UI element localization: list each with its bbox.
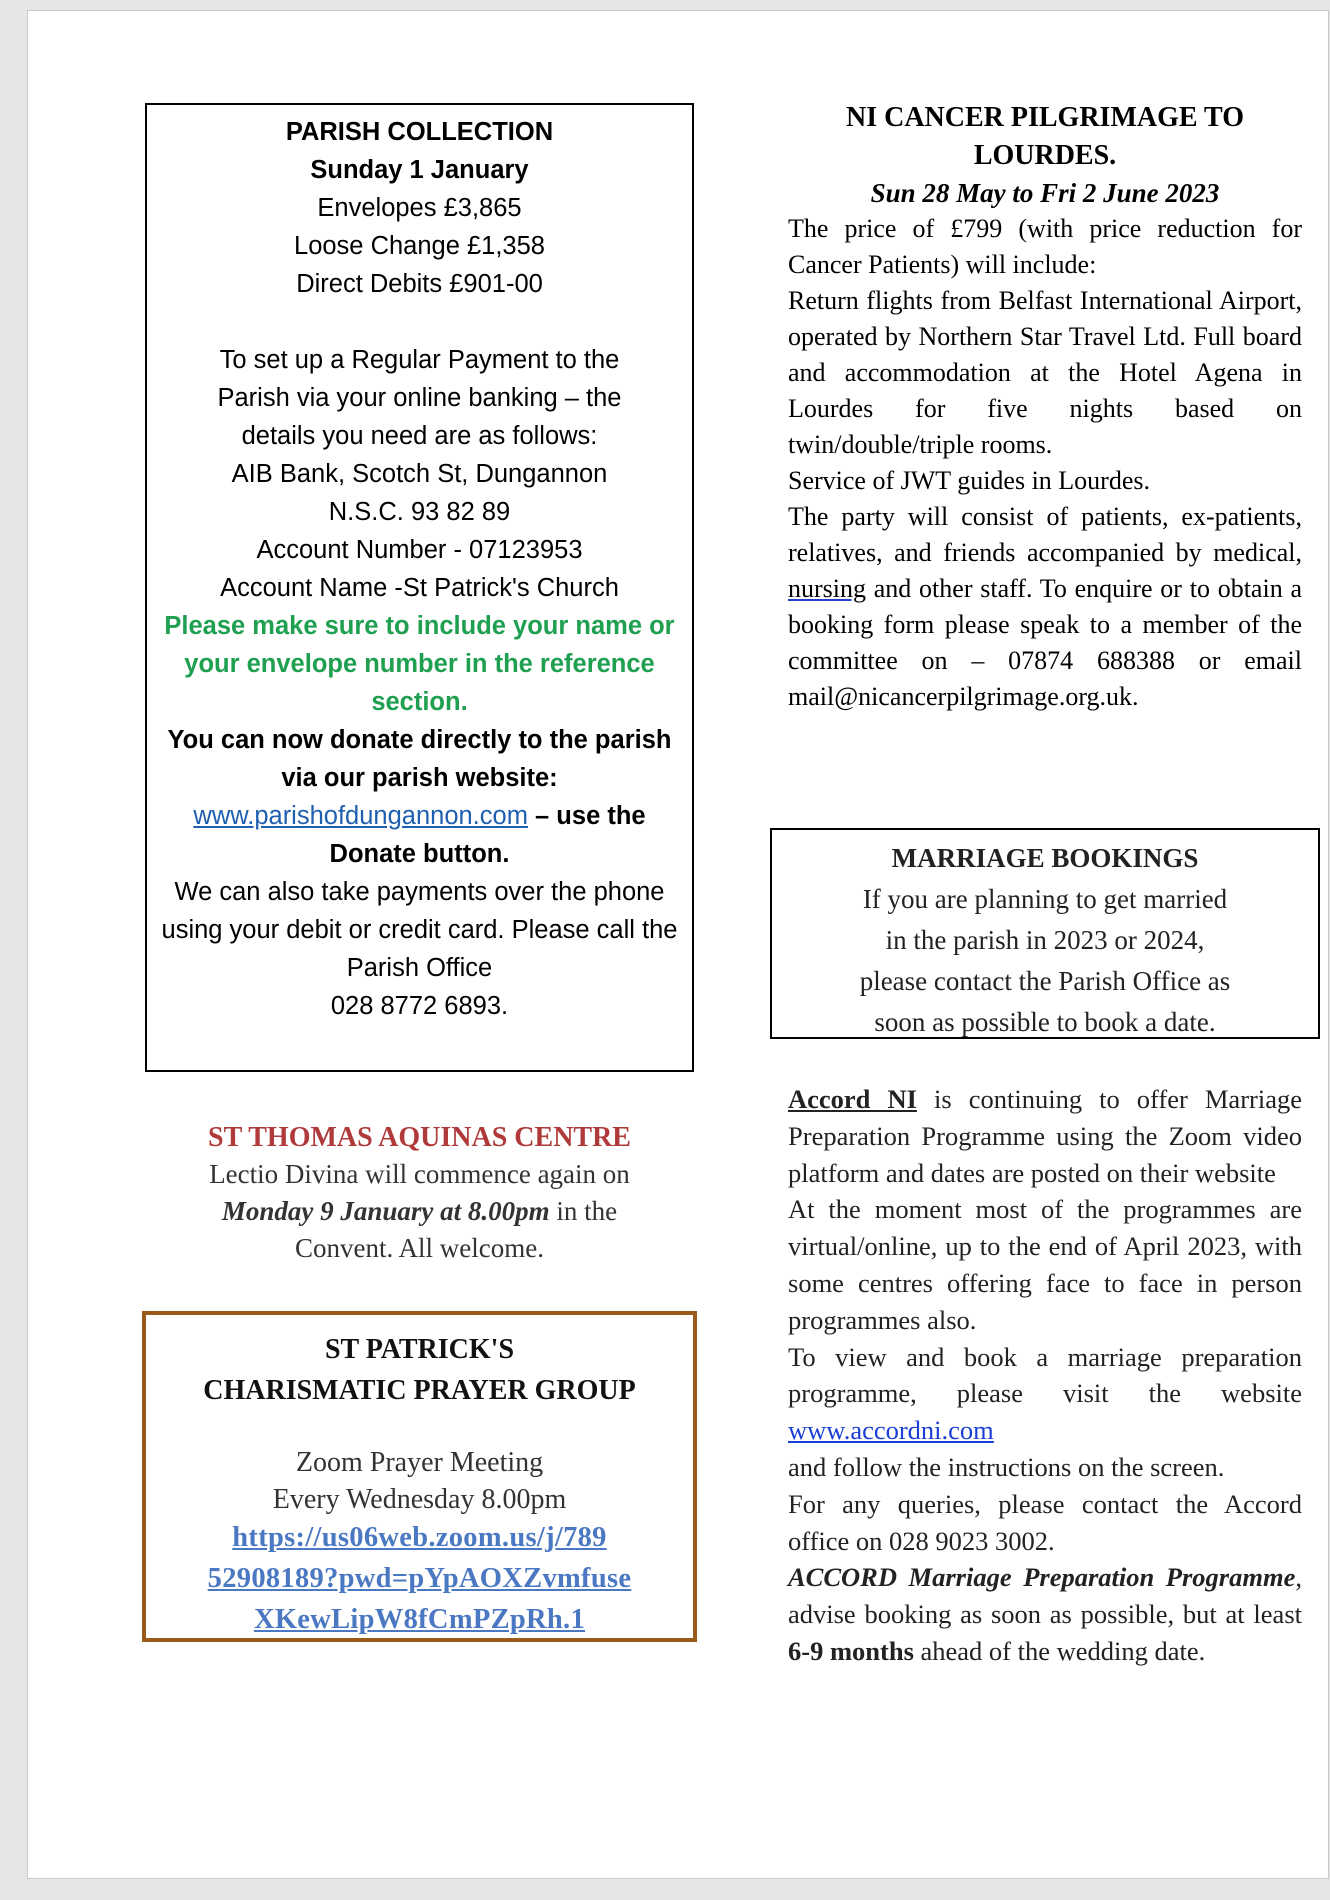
accord-programme-name: ACCORD Marriage Preparation Programme [788, 1562, 1296, 1593]
accord-advice [788, 1559, 1302, 1669]
aquinas-section [145, 1119, 694, 1267]
accord-view-text: To view and book a marriage preparation programme, please visit the website [788, 1341, 1302, 1409]
marriage-bookings-line-2: in the parish in 2023 or 2024, [885, 925, 1205, 955]
pilgrimage-party-text-1: The party will consist of patients, ex-patients, relatives, and friends accompanied by medical, [788, 502, 1302, 567]
payment-intro-line-3: details you need are as follows: [241, 422, 598, 450]
marriage-bookings-box [770, 828, 1320, 1039]
donate-text: You can now donate directly to the parish via our parish website: [167, 726, 672, 792]
aquinas-text-in-the: in the [549, 1196, 618, 1226]
payment-intro-line-1: To set up a Regular Payment to the [219, 346, 620, 374]
pilgrimage-party [788, 499, 1302, 715]
prayer-meeting-schedule: Every Wednesday 8.00pm [272, 1484, 567, 1515]
donate-button-text: – use the Donate button. [329, 802, 646, 868]
aquinas-text-line-3: Convent. All welcome. [295, 1233, 544, 1263]
aquinas-date: Monday 9 January at 8.00pm [221, 1196, 550, 1226]
pilgrimage-title-2: LOURDES. [973, 140, 1117, 171]
prayer-group-title-2: CHARISMATIC PRAYER GROUP [203, 1375, 636, 1406]
prayer-group-box [142, 1311, 697, 1642]
accord-intro [788, 1081, 1302, 1191]
zoom-link[interactable] [156, 1517, 683, 1640]
prayer-meeting-label: Zoom Prayer Meeting [295, 1447, 544, 1478]
parish-website-link[interactable]: www.parishofdungannon.com [193, 802, 528, 830]
payment-intro-line-2: Parish via your online banking – the [217, 384, 622, 412]
account-name: Account Name -St Patrick's Church [220, 574, 619, 602]
pilgrimage-dates: Sun 28 May to Fri 2 June 2023 [870, 178, 1220, 208]
accord-follow: and follow the instructions on the screen. [788, 1451, 1225, 1482]
envelopes-amount: Envelopes £3,865 [317, 194, 522, 222]
pilgrimage-title-1: NI CANCER PILGRIMAGE TO [845, 102, 1244, 133]
accord-advise-text: , advise booking as soon as possible, but at least [788, 1562, 1302, 1630]
pilgrimage-flights: Return flights from Belfast International Airport, operated by Northern Star Travel Ltd. Full board and accommodation at the Hotel Agena in Lourdes for five nights based on twin/double/triple rooms. [788, 286, 1302, 459]
accord-name: Accord NI [788, 1084, 917, 1114]
marriage-bookings-line-3: please contact the Parish Office as [859, 966, 1231, 996]
phone-payment-text: We can also take payments over the phone using your debit or credit card. Please call the Parish Office [161, 878, 678, 982]
direct-debits-amount: Direct Debits £901-00 [296, 270, 543, 298]
zoom-link-line-2[interactable]: 52908189?pwd=pYpAOXZvmfuse [207, 1563, 632, 1594]
donate-website-line [161, 797, 678, 873]
prayer-group-title-1: ST PATRICK'S [324, 1334, 515, 1365]
aquinas-text-line-1: Lectio Divina will commence again on [209, 1159, 630, 1189]
sort-code: N.S.C. 93 82 89 [328, 498, 511, 526]
bank-name: AIB Bank, Scotch St, Dungannon [231, 460, 608, 488]
collection-date: Sunday 1 January [310, 156, 529, 184]
pilgrimage-party-text-2: and other staff. To enquire or to obtain a booking form please speak to a member of the committee on – 07874 688388 or email mail@nicancerpilgrimage.org.uk. [788, 574, 1302, 711]
parish-office-phone: 028 8772 6893. [330, 992, 509, 1020]
marriage-bookings-title: MARRIAGE BOOKINGS [891, 843, 1199, 873]
accord-virtual: At the moment most of the programmes are virtual/online, up to the end of April 2023, with some centres offering face to face in person programmes also. [788, 1194, 1302, 1335]
zoom-link-line-1[interactable]: https://us06web.zoom.us/j/789 [232, 1522, 607, 1553]
accord-section [788, 1081, 1302, 1670]
pilgrimage-price: The price of £799 (with price reduction for Cancer Patients) will include: [788, 214, 1302, 279]
parish-collection-box [145, 103, 694, 1072]
reference-note: Please make sure to include your name or your envelope number in the reference section. [164, 612, 675, 716]
pilgrimage-nursing: nursing [788, 574, 866, 603]
aquinas-text-line-2 [145, 1193, 694, 1230]
marriage-bookings-line-4: soon as possible to book a date. [874, 1007, 1216, 1037]
loose-change-amount: Loose Change £1,358 [294, 232, 545, 260]
account-number: Account Number - 07123953 [256, 536, 583, 564]
pilgrimage-section [788, 99, 1302, 715]
accord-website-link[interactable]: www.accordni.com [788, 1415, 994, 1446]
accord-intro-text: is continuing to offer Marriage Preparation Programme using the Zoom video platform and dates are posted on their website [788, 1084, 1302, 1188]
aquinas-title: ST THOMAS AQUINAS CENTRE [208, 1122, 631, 1153]
pilgrimage-guides: Service of JWT guides in Lourdes. [788, 466, 1150, 495]
accord-view [788, 1339, 1302, 1449]
accord-months: 6-9 months [788, 1635, 914, 1666]
accord-queries: For any queries, please contact the Accord office on 028 9023 3002. [788, 1488, 1302, 1556]
parish-collection-title: PARISH COLLECTION [285, 118, 554, 146]
zoom-link-line-3[interactable]: XKewLipW8fCmPZpRh.1 [253, 1604, 586, 1635]
newsletter-page [27, 10, 1329, 1879]
accord-ahead-text: ahead of the wedding date. [913, 1635, 1206, 1666]
marriage-bookings-line-1: If you are planning to get married [862, 884, 1228, 914]
